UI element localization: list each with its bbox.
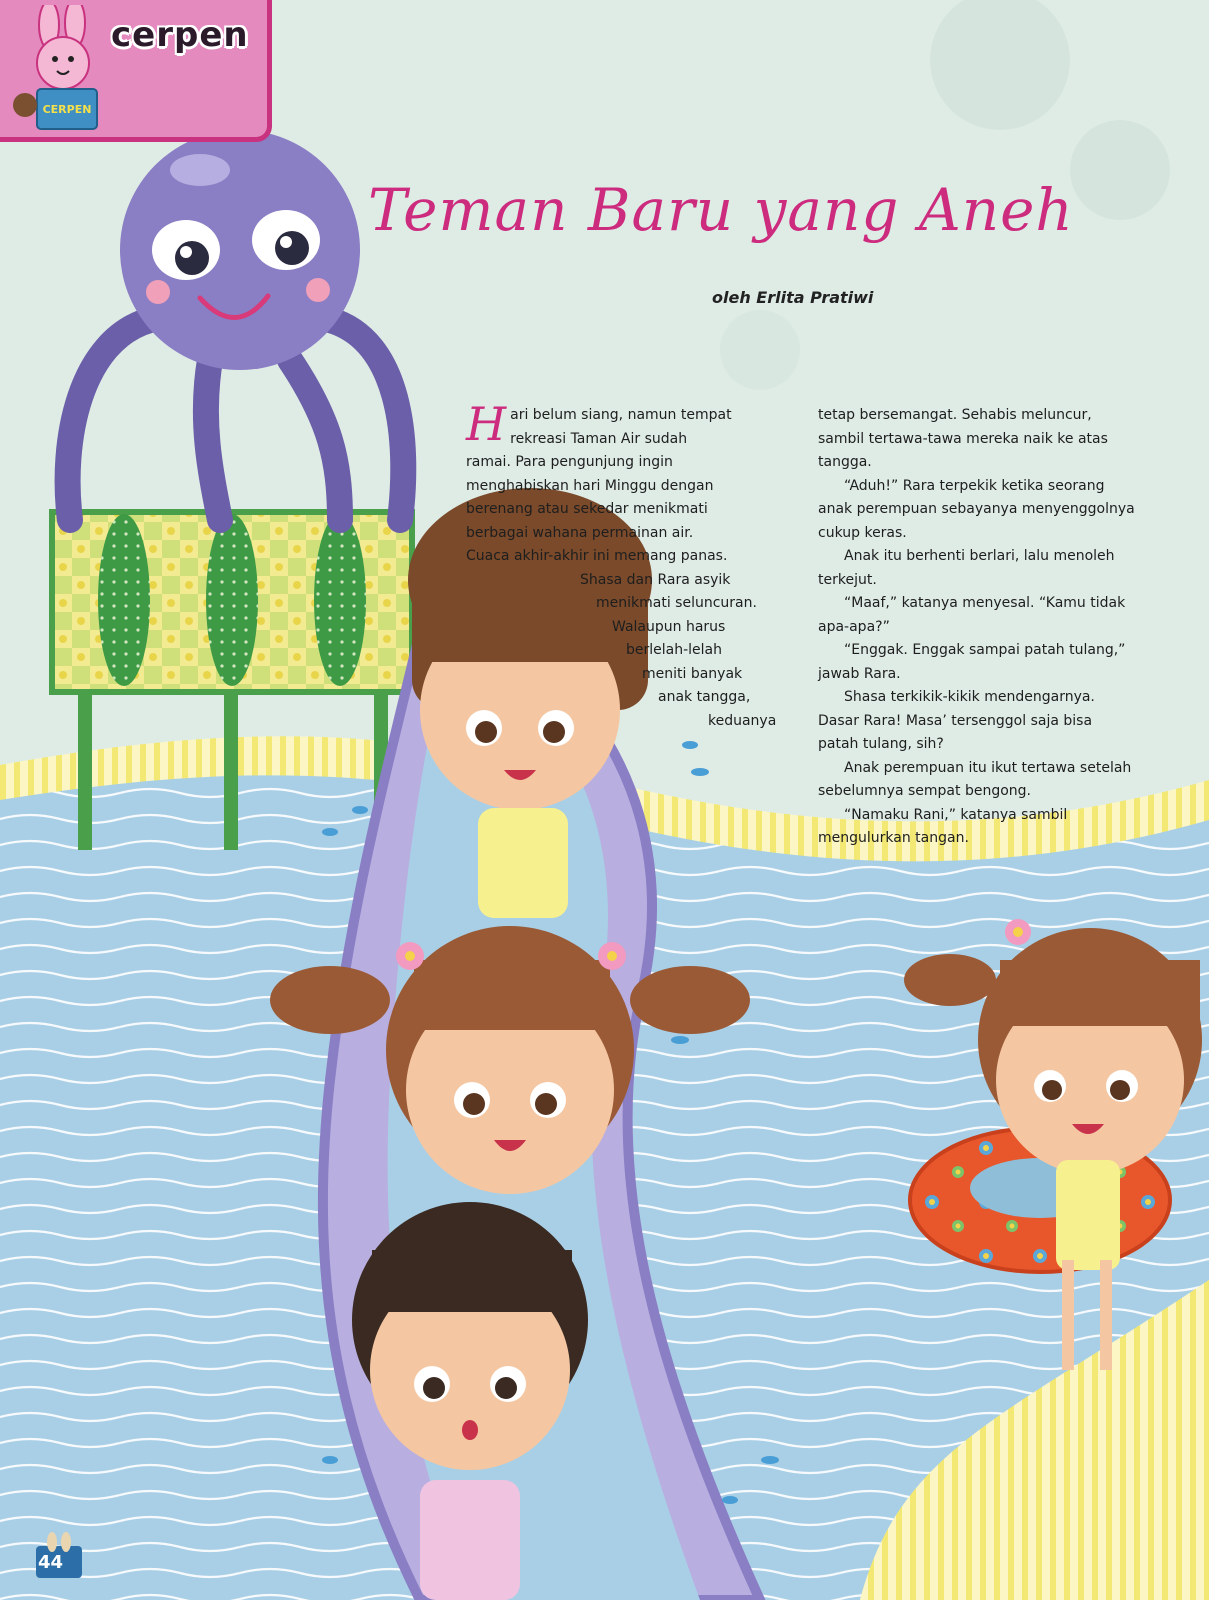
story-paragraph: “Namaku Rani,” katanya sambil mengulurkan tangan. bbox=[818, 806, 1068, 846]
story-line: rekreasi Taman Air sudah bbox=[510, 430, 688, 447]
story-line: menghabiskan hari Minggu dengan bbox=[466, 477, 714, 494]
page-number: 44 bbox=[38, 1552, 64, 1573]
story-title: Teman Baru yang Aneh bbox=[368, 176, 1074, 244]
story-column-2 bbox=[818, 404, 1136, 851]
story-paragraph: Shasa terkikik-kikik mendengarnya. Dasar Rara! Masa’ tersenggol saja bisa patah tulang, sih? bbox=[818, 689, 1095, 752]
story-line: berenang atau sekedar menikmati bbox=[466, 501, 708, 517]
octopus-icon bbox=[68, 130, 404, 520]
story-byline: oleh Erlita Pratiwi bbox=[712, 288, 874, 307]
story-line: Cuaca akhir-akhir ini memang panas. bbox=[466, 548, 728, 564]
page-number-badge bbox=[34, 1532, 90, 1582]
story-line: meniti banyak bbox=[642, 665, 743, 682]
story-line: berlelah-lelah bbox=[626, 642, 722, 658]
section-label: cerpen bbox=[111, 15, 249, 55]
story-line: berbagai wahana permainan air. bbox=[466, 524, 694, 541]
story-paragraph: Anak perempuan itu ikut tertawa setelah sebelumnya sempat bengong. bbox=[818, 759, 1132, 799]
story-paragraph: “Enggak. Enggak sampai patah tulang,” jawab Rara. bbox=[818, 642, 1126, 682]
story-line: Walaupun harus bbox=[612, 618, 726, 635]
story-line: ari belum siang, namun tempat bbox=[510, 407, 732, 423]
dropcap: H bbox=[466, 397, 507, 451]
story-column-1 bbox=[466, 397, 802, 733]
story-paragraph: tetap bersemangat. Sehabis meluncur, sambil tertawa-tawa mereka naik ke atas tangga. bbox=[818, 407, 1108, 470]
section-tab bbox=[0, 0, 272, 142]
story-paragraph: “Aduh!” Rara terpekik ketika seorang anak perempuan sebayanya menyenggolnya cukup keras. bbox=[818, 477, 1135, 541]
story-line: anak tangga, bbox=[658, 689, 751, 705]
story-line: menikmati seluncuran. bbox=[596, 595, 757, 611]
story-paragraph: Anak itu berhenti berlari, lalu menoleh terkejut. bbox=[818, 548, 1115, 588]
story-line: keduanya bbox=[708, 712, 777, 729]
story-paragraph: “Maaf,” katanya menyesal. “Kamu tidak apa-apa?” bbox=[818, 595, 1126, 635]
mascot-book-text: CERPEN bbox=[42, 103, 92, 116]
story-line: Shasa dan Rara asyik bbox=[580, 571, 731, 588]
story-line: ramai. Para pengunjung ingin bbox=[466, 454, 673, 470]
